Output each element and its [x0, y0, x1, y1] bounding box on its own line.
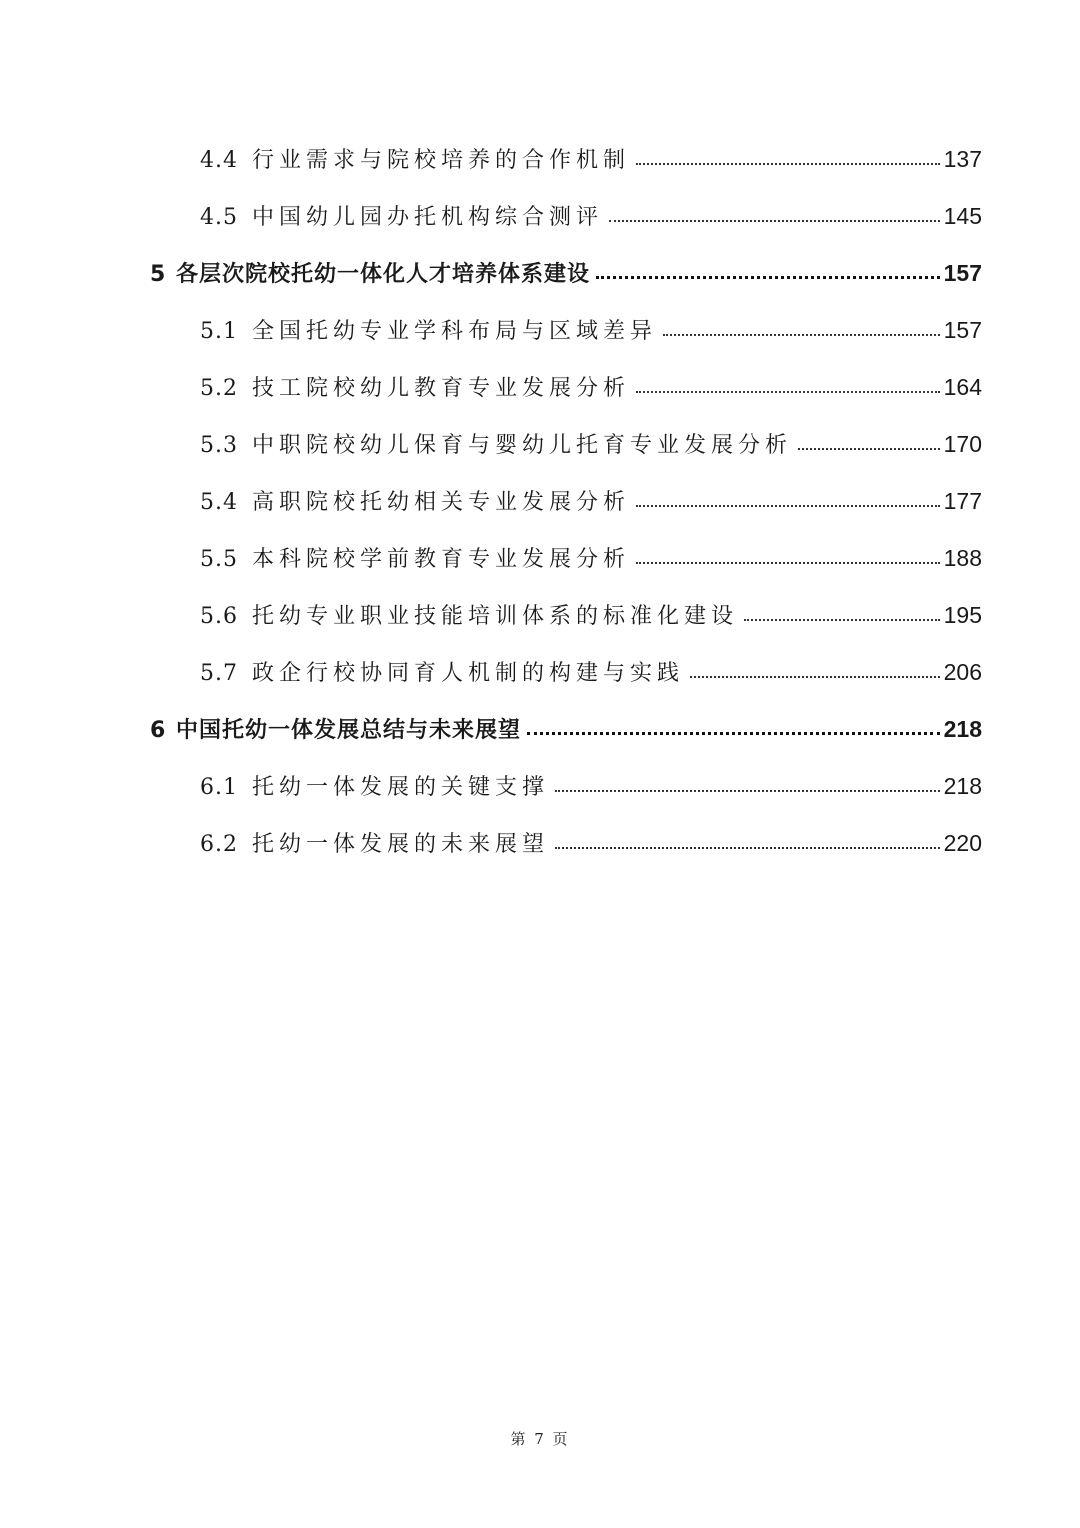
toc-entry-title: 行业需求与院校培养的合作机制 [252, 148, 631, 173]
page-number-footer: 第 7 页 [510, 1430, 570, 1448]
toc-entry-page: 188 [943, 545, 982, 571]
toc-entry-page: 157 [943, 317, 982, 343]
toc-entry-page: 218 [943, 773, 982, 799]
toc-entry-number: 4.5 [200, 205, 238, 230]
toc-entry-4-5[interactable] [200, 196, 982, 236]
toc-chapter-6[interactable] [150, 709, 982, 749]
toc-entry-5-7[interactable] [200, 652, 982, 692]
toc-entry-6-2[interactable] [200, 823, 982, 863]
toc-entry-title: 全国托幼专业学科布局与区域差异 [252, 319, 658, 344]
dot-leader [555, 780, 940, 792]
toc-entry-number: 5.5 [200, 547, 238, 572]
toc-entry-number: 4.4 [200, 148, 238, 173]
dot-leader [609, 210, 940, 222]
toc-entry-5-1[interactable] [200, 310, 982, 350]
toc-chapter-page: 157 [943, 260, 982, 286]
toc-entry-number: 5.1 [200, 319, 238, 344]
dot-leader [555, 837, 940, 849]
toc-entry-page: 206 [943, 659, 982, 685]
toc-entry-title: 托幼专业职业技能培训体系的标准化建设 [252, 604, 739, 629]
dot-leader [636, 381, 940, 393]
toc-chapter-number: 5 [150, 262, 167, 287]
toc-chapter-title: 各层次院校托幼一体化人才培养体系建设 [176, 262, 591, 287]
toc-entry-title: 中职院校幼儿保育与婴幼儿托育专业发展分析 [252, 433, 793, 458]
toc-entry-5-5[interactable] [200, 538, 982, 578]
dot-leader [744, 609, 940, 621]
toc-entry-title: 政企行校协同育人机制的构建与实践 [252, 661, 685, 686]
dot-leader [636, 495, 940, 507]
toc-entry-page: 177 [943, 488, 982, 514]
toc-entry-page: 145 [943, 203, 982, 229]
toc-entry-page: 137 [943, 146, 982, 172]
toc-entry-5-3[interactable] [200, 424, 982, 464]
dot-leader [690, 666, 940, 678]
dot-leader [527, 722, 940, 735]
dot-leader [636, 552, 940, 564]
toc-entry-page: 195 [943, 602, 982, 628]
toc-chapter-5[interactable] [150, 253, 982, 293]
toc-entry-6-1[interactable] [200, 766, 982, 806]
toc-entry-page: 170 [943, 431, 982, 457]
dot-leader [798, 438, 940, 450]
toc-entry-title: 高职院校托幼相关专业发展分析 [252, 490, 631, 515]
toc-entry-number: 5.2 [200, 376, 238, 401]
toc-entry-title: 本科院校学前教育专业发展分析 [252, 547, 631, 572]
toc-entry-number: 5.7 [200, 661, 238, 686]
toc-entry-title: 中国幼儿园办托机构综合测评 [252, 205, 604, 230]
toc-entry-number: 6.2 [200, 832, 238, 857]
toc-entry-page: 164 [943, 374, 982, 400]
toc-entry-4-4[interactable] [200, 139, 982, 179]
dot-leader [636, 153, 940, 165]
toc-entry-number: 5.6 [200, 604, 238, 629]
toc-entry-5-4[interactable] [200, 481, 982, 521]
dot-leader [663, 324, 940, 336]
toc-entry-title: 托幼一体发展的关键支撑 [252, 775, 550, 800]
toc-entry-number: 5.3 [200, 433, 238, 458]
toc-chapter-number: 6 [150, 718, 167, 743]
toc-entry-number: 6.1 [200, 775, 238, 800]
toc-entry-title: 托幼一体发展的未来展望 [252, 832, 550, 857]
toc-chapter-title: 中国托幼一体发展总结与未来展望 [176, 718, 522, 743]
toc-entry-5-6[interactable] [200, 595, 982, 635]
toc-entry-number: 5.4 [200, 490, 238, 515]
toc-entry-5-2[interactable] [200, 367, 982, 407]
toc-entry-title: 技工院校幼儿教育专业发展分析 [252, 376, 631, 401]
toc-entry-page: 220 [943, 830, 982, 856]
dot-leader [596, 266, 940, 279]
toc-chapter-page: 218 [943, 716, 982, 742]
